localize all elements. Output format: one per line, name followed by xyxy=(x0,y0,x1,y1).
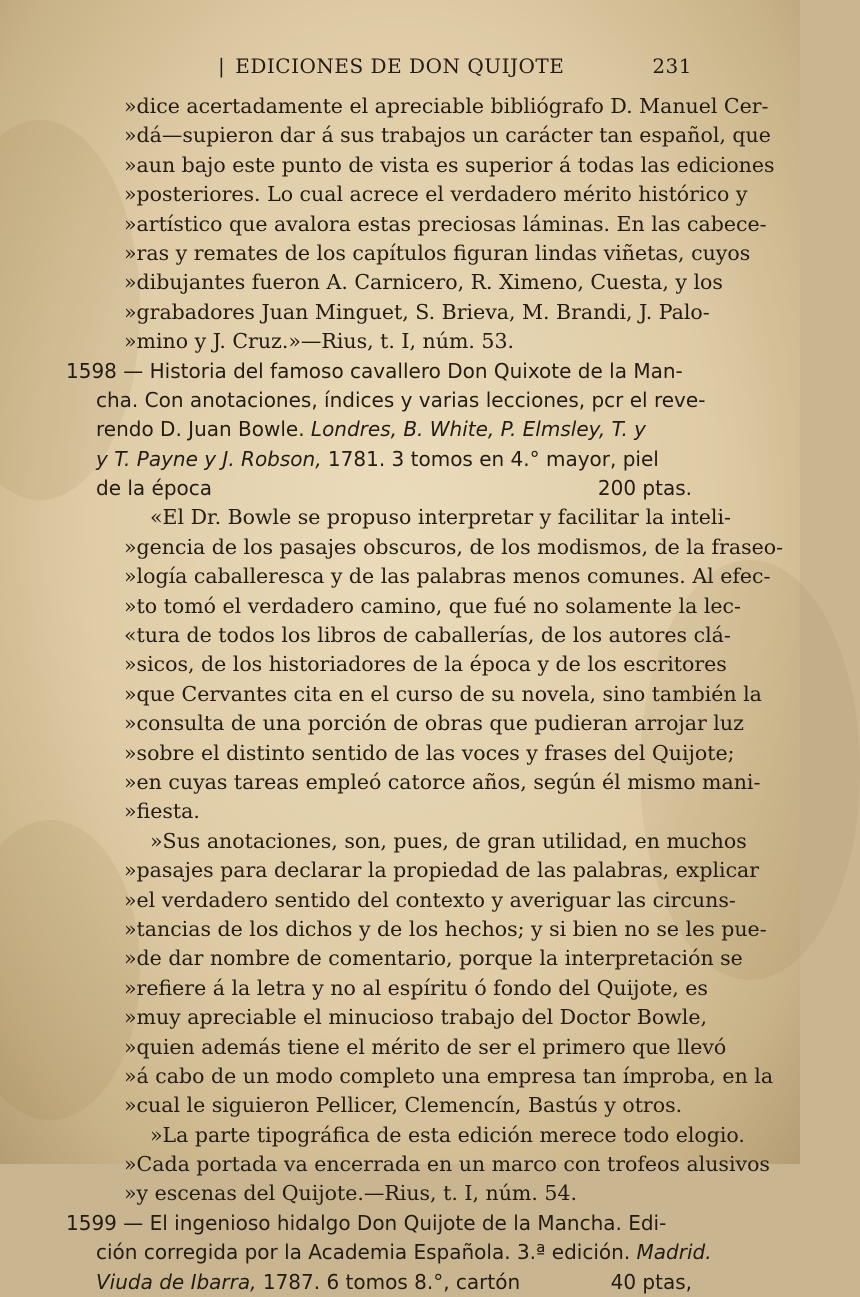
imprint-italic: Viuda de Ibarra, xyxy=(96,1269,257,1294)
page-number: 231 xyxy=(652,54,692,78)
text-line: »en cuyas tareas empleó catorce años, según él mismo mani- xyxy=(124,769,761,794)
text-line: »to tomó el verdadero camino, que fué no solamente la lec- xyxy=(124,593,741,618)
text-line: »mino y J. Cruz.»—Rius, t. I, núm. 53. xyxy=(124,329,515,354)
text-span xyxy=(96,1268,520,1297)
text-line: »el verdadero sentido del contexto y averiguar las circuns- xyxy=(124,887,736,912)
text-line: »ras y remates de los capítulos figuran lindas viñetas, cuyos xyxy=(124,240,751,265)
imprint-italic: y T. Payne y J. Robson, xyxy=(96,446,322,471)
text-line: »sicos, de los historiadores de la época y de los escritores xyxy=(124,652,727,677)
text-span: 1787. 6 tomos 8.°, cartón xyxy=(256,1269,521,1294)
quote-cerda xyxy=(66,92,775,357)
text-span: rendo D. Juan Bowle. xyxy=(96,417,311,442)
text-line: «El Dr. Bowle se propuso interpretar y facilitar la inteli- xyxy=(150,505,731,530)
text-line: »cual le siguieron Pellicer, Clemencín, Bastús y otros. xyxy=(124,1093,683,1118)
entry-heading xyxy=(66,1209,706,1238)
running-header xyxy=(218,54,692,78)
text-line xyxy=(66,415,706,444)
text-line: «tura de todos los libros de caballerías, de los autores clá- xyxy=(124,623,731,648)
text-line: »refiere á la letra y no al espíritu ó fondo del Quijote, es xyxy=(124,975,708,1000)
text-line: »fiesta. xyxy=(124,799,200,824)
text-line: »pasajes para declarar la propiedad de las palabras, explicar xyxy=(124,858,760,883)
price: 40 ptas, xyxy=(610,1269,692,1294)
text-line xyxy=(66,1238,712,1267)
entry-1598 xyxy=(66,357,706,504)
text-line: »artístico que avalora estas preciosas láminas. En las cabece- xyxy=(124,211,767,236)
text-line: »consulta de una porción de obras que pudieran arrojar luz xyxy=(124,711,744,736)
header-title: | EDICIONES DE DON QUIJOTE xyxy=(218,54,565,78)
quote-bowle xyxy=(66,503,784,826)
entry-1599 xyxy=(66,1209,712,1297)
entry-number: 1599 xyxy=(66,1210,117,1235)
text-line: »que Cervantes cita en el curso de su novela, sino también la xyxy=(124,681,762,706)
text-line: »á cabo de un modo completo una empresa tan ímproba, en la xyxy=(124,1063,774,1088)
quote-anotaciones xyxy=(66,827,774,1121)
text-line: »Sus anotaciones, son, pues, de gran utilidad, en muchos xyxy=(150,828,747,853)
quote-tipografica xyxy=(66,1121,770,1209)
text-line: »logía caballeresca y de las palabras menos comunes. Al efec- xyxy=(124,564,771,589)
text-span: 1781. 3 tomos en 4.° mayor, piel xyxy=(321,446,659,471)
text-line: »y escenas del Quijote.—Rius, t. I, núm. 54. xyxy=(124,1181,577,1206)
text-line: »dá—supieron dar á sus trabajos un carácter tan español, que xyxy=(124,123,771,148)
text-line: »muy apreciable el minucioso trabajo del Doctor Bowle, xyxy=(124,1005,707,1030)
page-text xyxy=(66,92,784,1297)
imprint-italic: Londres, B. White, P. Elmsley, T. y xyxy=(310,417,647,442)
text-line: »grabadores Juan Minguet, S. Brieva, M. Brandi, J. Palo- xyxy=(124,299,710,324)
text-line: »La parte tipográfica de esta edición merece todo elogio. xyxy=(150,1122,745,1147)
text-span: ción corregida por la Academia Española. 3.ª edición. xyxy=(96,1240,637,1265)
price: 200 ptas. xyxy=(597,476,692,501)
text-line xyxy=(66,445,706,474)
text-line: »de dar nombre de comentario, porque la interpretación se xyxy=(124,946,743,971)
text-line: »posteriores. Lo cual acrece el verdadero mérito histórico y xyxy=(124,182,748,207)
price-line xyxy=(66,1268,706,1297)
entry-title: — El ingenioso hidalgo Don Quijote de la Mancha. Edi- xyxy=(123,1210,667,1235)
text-span: de la época xyxy=(96,476,213,501)
text-line: »tancias de los dichos y de los hechos; y si bien no se les pue- xyxy=(124,916,767,941)
entry-heading xyxy=(66,357,706,386)
text-line: »Cada portada va encerrada en un marco con trofeos alusivos xyxy=(124,1152,770,1177)
text-line: »sobre el distinto sentido de las voces y frases del Quijote; xyxy=(124,740,735,765)
entry-title: — Historia del famoso cavallero Don Quixote de la Man- xyxy=(123,358,683,383)
text-line: »gencia de los pasajes obscuros, de los modismos, de la fraseo- xyxy=(124,534,784,559)
text-line: cha. Con anotaciones, índices y varias lecciones, pcr el reve- xyxy=(96,387,706,412)
text-line: »dice acertadamente el apreciable bibliógrafo D. Manuel Cer- xyxy=(124,94,769,118)
text-line: »quien además tiene el mérito de ser el primero que llevó xyxy=(124,1034,727,1059)
entry-number: 1598 xyxy=(66,358,117,383)
price-line xyxy=(66,474,706,503)
text-line: »aun bajo este punto de vista es superior á todas las ediciones xyxy=(124,152,775,177)
text-line: »dibujantes fueron A. Carnicero, R. Ximeno, Cuesta, y los xyxy=(124,270,723,295)
imprint-italic: Madrid. xyxy=(636,1240,712,1265)
